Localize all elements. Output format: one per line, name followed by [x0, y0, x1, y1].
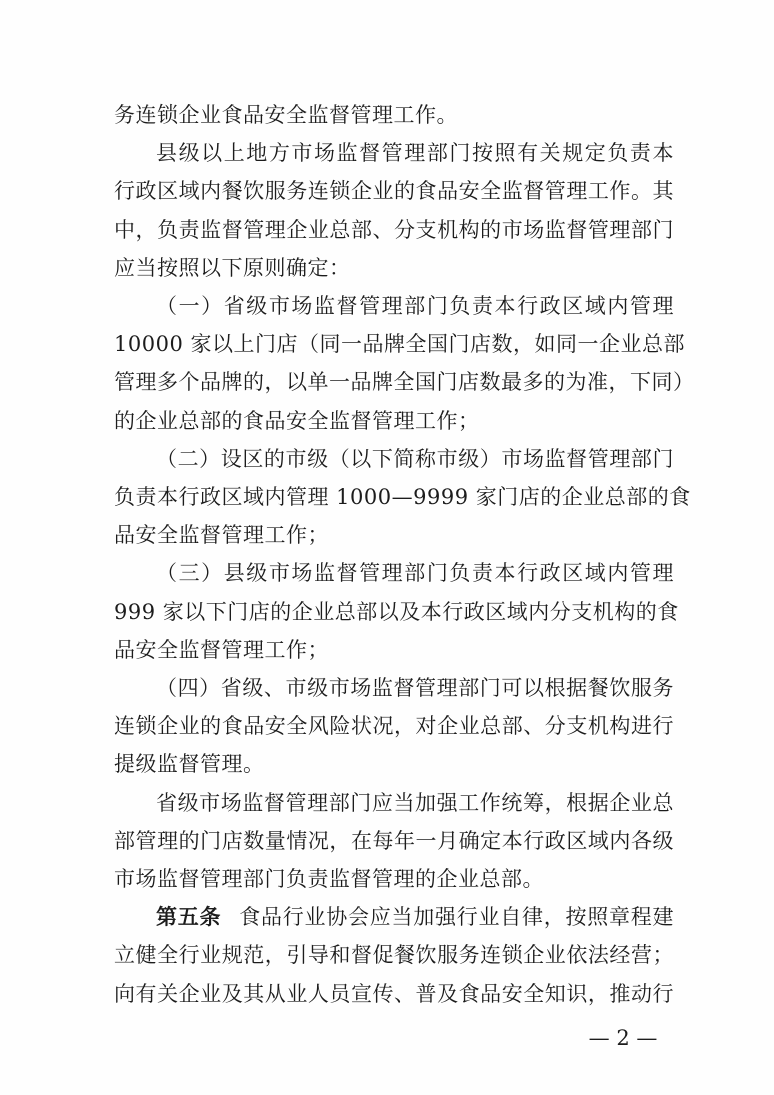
text-line: （一）省级市场监督管理部门负责本行政区域内管理: [156, 294, 674, 318]
text-line: 10000 家以上门店（同一品牌全国门店数，如同一企业总部: [114, 332, 685, 357]
text-line: 品安全监督管理工作；: [114, 523, 329, 548]
text-line: 管理多个品牌的，以单一品牌全国门店数最多的为准，下同）: [114, 370, 695, 395]
text-line: （二）设区的市级（以下简称市级）市场监督管理部门: [156, 446, 674, 471]
article-label: 第五条: [156, 905, 222, 930]
text-line: 省级市场监督管理部门应当加强工作统筹，根据企业总: [156, 790, 674, 815]
text-line: 中，负责监督管理企业总部、分支机构的市场监督管理部门: [114, 217, 674, 242]
article-line: [156, 897, 674, 937]
text-line: 行政区域内餐饮服务连锁企业的食品安全监督管理工作。其: [114, 179, 674, 204]
article-text: 食品行业协会应当加强行业自律，按照章程建: [239, 905, 674, 930]
text-line: 负责本行政区域内管理 1000—9999 家门店的企业总部的食: [114, 485, 691, 509]
text-line: 999 家以下门店的企业总部以及本行政区域内分支机构的食: [114, 599, 679, 624]
text-line: 部管理的门店数量情况，在每年一月确定本行政区域内各级: [114, 828, 674, 853]
page-number: — 2 —: [588, 1025, 658, 1050]
text-line: 务连锁企业食品安全监督管理工作。: [114, 103, 458, 127]
text-line: 品安全监督管理工作；: [114, 637, 329, 662]
text-line: 应当按照以下原则确定：: [114, 255, 351, 280]
text-line: 县级以上地方市场监督管理部门按照有关规定负责本: [156, 141, 674, 166]
text-line: 的企业总部的食品安全监督管理工作；: [114, 408, 480, 433]
text-line: 向有关企业及其从业人员宣传、普及食品安全知识，推动行: [114, 981, 674, 1006]
text-line: （四）省级、市级市场监督管理部门可以根据餐饮服务: [156, 676, 674, 700]
text-line: 市场监督管理部门负责监督管理的企业总部。: [114, 867, 544, 891]
text-line: 立健全行业规范，引导和督促餐饮服务连锁企业依法经营；: [114, 943, 674, 968]
text-line: 连锁企业的食品安全风险状况，对企业总部、分支机构进行: [114, 714, 674, 739]
text-line: （三）县级市场监督管理部门负责本行政区域内管理: [156, 561, 674, 586]
text-line: 提级监督管理。: [114, 752, 265, 777]
